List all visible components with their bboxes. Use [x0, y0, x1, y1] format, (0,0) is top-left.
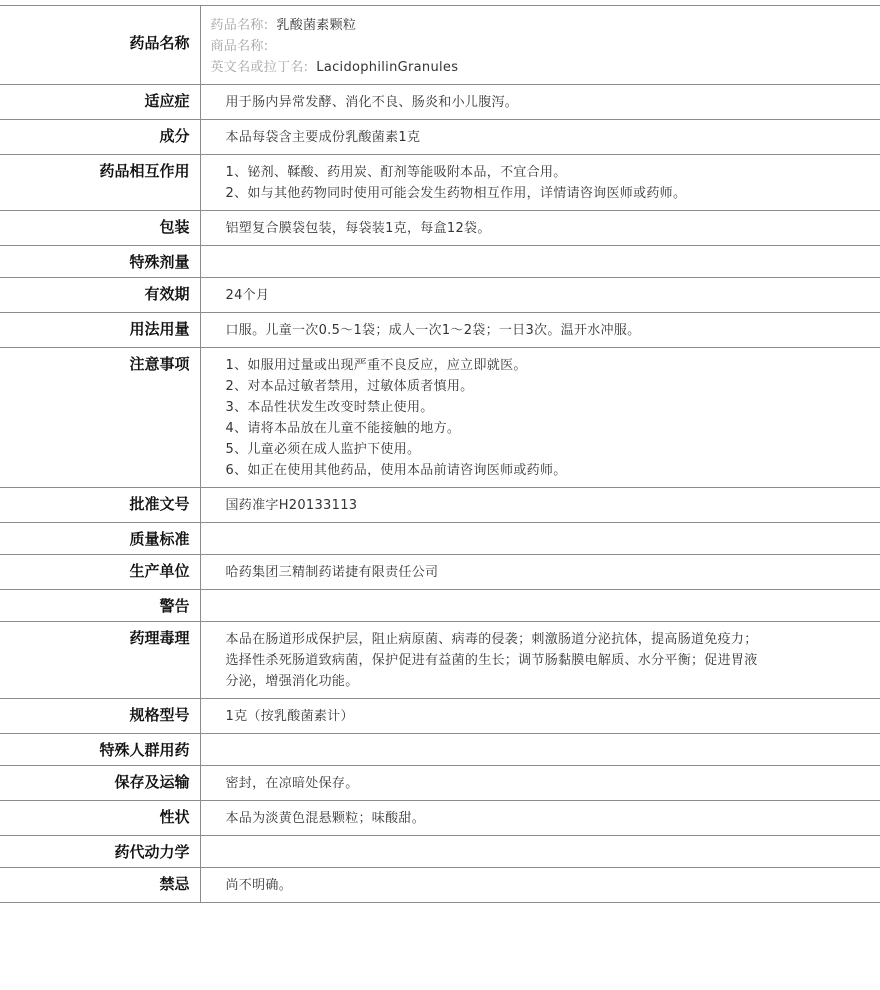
trade-name-line [211, 36, 871, 57]
row-value [200, 120, 880, 155]
row-value-line: 5、儿童必须在成人监护下使用。 [225, 442, 421, 457]
row-label: 药品相互作用 [0, 155, 200, 211]
row-value [200, 555, 880, 590]
row-label: 禁忌 [0, 868, 200, 903]
row-label: 特殊人群用药 [0, 734, 200, 766]
table-row [0, 246, 880, 278]
generic-name-value: 乳酸菌素颗粒 [276, 18, 357, 33]
row-value [200, 801, 880, 836]
drug-info-table-body [0, 6, 880, 903]
table-row [0, 120, 880, 155]
table-row [0, 523, 880, 555]
row-label: 药代动力学 [0, 836, 200, 868]
row-value [200, 590, 880, 622]
row-value [200, 246, 880, 278]
row-value [200, 868, 880, 903]
english-name-value: LacidophilinGranules [316, 60, 459, 75]
table-row [0, 348, 880, 488]
row-value-line: 本品在肠道形成保护层，阻止病原菌、病毒的侵袭；刺激肠道分泌抗体，提高肠道免疫力； [225, 632, 758, 647]
table-row [0, 85, 880, 120]
row-label: 生产单位 [0, 555, 200, 590]
row-value [200, 211, 880, 246]
row-label: 适应症 [0, 85, 200, 120]
generic-name-line [211, 15, 871, 36]
generic-name-key: 药品名称: [210, 18, 269, 33]
row-value-line: 本品每袋含主要成份乳酸菌素1克 [225, 130, 421, 145]
row-value-line: 密封，在凉暗处保存。 [225, 776, 359, 791]
row-value [200, 85, 880, 120]
row-value [200, 348, 880, 488]
row-value-line: 分泌，增强消化功能。 [225, 674, 359, 689]
table-row [0, 801, 880, 836]
row-value-line: 1、铋剂、鞣酸、药用炭、酊剂等能吸附本品，不宜合用。 [225, 165, 567, 180]
row-value-line: 国药准字H20133113 [225, 498, 358, 513]
row-value-line: 2、对本品过敏者禁用，过敏体质者慎用。 [225, 379, 474, 394]
row-label: 规格型号 [0, 699, 200, 734]
table-row [0, 868, 880, 903]
row-value [200, 523, 880, 555]
row-value-line: 选择性杀死肠道致病菌，保护促进有益菌的生长；调节肠黏膜电解质、水分平衡；促进胃液 [225, 653, 758, 668]
row-value [200, 766, 880, 801]
table-row [0, 488, 880, 523]
row-value [200, 734, 880, 766]
table-row [0, 622, 880, 699]
row-label: 药理毒理 [0, 622, 200, 699]
row-value [200, 699, 880, 734]
row-label: 成分 [0, 120, 200, 155]
row-value-line: 4、请将本品放在儿童不能接触的地方。 [225, 421, 461, 436]
drug-name-values [200, 6, 880, 85]
row-value [200, 622, 880, 699]
row-value-line: 尚不明确。 [225, 878, 293, 893]
drug-name-row [0, 6, 880, 85]
row-label: 药品名称 [0, 6, 200, 85]
row-value [200, 313, 880, 348]
row-value-line: 24个月 [225, 288, 270, 303]
table-row [0, 211, 880, 246]
row-value-line: 本品为淡黄色混悬颗粒；味酸甜。 [225, 811, 426, 826]
row-value-line: 3、本品性状发生改变时禁止使用。 [225, 400, 434, 415]
table-row [0, 734, 880, 766]
row-value-line: 1克（按乳酸菌素计） [225, 709, 354, 724]
row-label: 保存及运输 [0, 766, 200, 801]
english-name-line [211, 57, 871, 78]
table-row [0, 766, 880, 801]
row-value-line: 1、如服用过量或出现严重不良反应，应立即就医。 [225, 358, 527, 373]
row-label: 质量标准 [0, 523, 200, 555]
row-value-line: 铝塑复合膜袋包装，每袋装1克，每盒12袋。 [225, 221, 491, 236]
row-label: 用法用量 [0, 313, 200, 348]
table-row [0, 313, 880, 348]
table-row [0, 836, 880, 868]
english-name-key: 英文名或拉丁名: [210, 60, 309, 75]
drug-info-table [0, 5, 880, 903]
row-value [200, 836, 880, 868]
table-row [0, 699, 880, 734]
row-value [200, 155, 880, 211]
row-label: 性状 [0, 801, 200, 836]
row-value-line: 2、如与其他药物同时使用可能会发生药物相互作用，详情请咨询医师或药师。 [225, 186, 687, 201]
row-value-line: 用于肠内异常发酵、消化不良、肠炎和小儿腹泻。 [225, 95, 519, 110]
row-label: 包装 [0, 211, 200, 246]
row-value-line: 哈药集团三精制药诺捷有限责任公司 [225, 565, 439, 580]
row-value [200, 488, 880, 523]
row-value-line: 口服。儿童一次0.5～1袋；成人一次1～2袋；一日3次。温开水冲服。 [225, 323, 641, 338]
table-row [0, 278, 880, 313]
row-label: 注意事项 [0, 348, 200, 488]
row-label: 有效期 [0, 278, 200, 313]
row-label: 警告 [0, 590, 200, 622]
trade-name-key: 商品名称: [210, 39, 269, 54]
row-value [200, 278, 880, 313]
row-value-line: 6、如正在使用其他药品，使用本品前请咨询医师或药师。 [225, 463, 567, 478]
table-row [0, 155, 880, 211]
row-label: 特殊剂量 [0, 246, 200, 278]
table-row [0, 590, 880, 622]
row-label: 批准文号 [0, 488, 200, 523]
table-row [0, 555, 880, 590]
